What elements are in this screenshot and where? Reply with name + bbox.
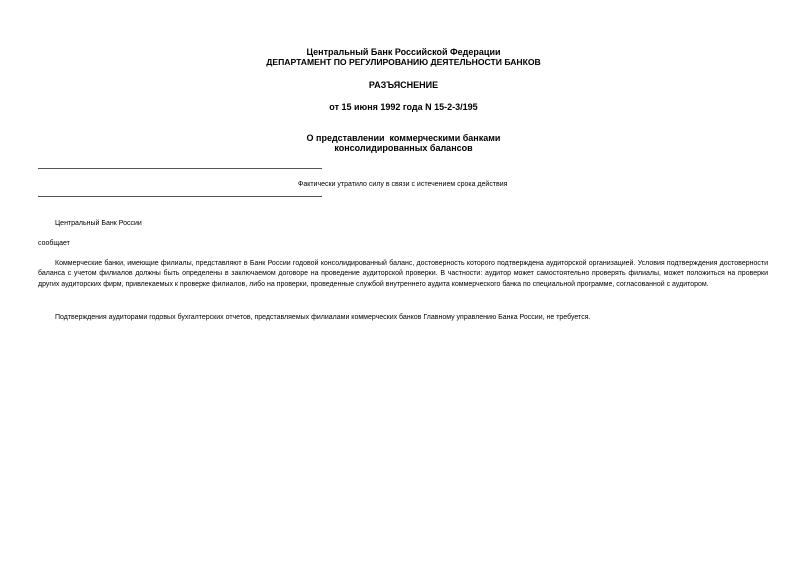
divider-top xyxy=(38,168,322,169)
divider-bottom xyxy=(38,196,322,197)
issuer-name: Центральный Банк Российской Федерации xyxy=(306,47,501,57)
document-subject-line-2: консолидированных балансов xyxy=(334,143,473,153)
status-note: Фактически утратило силу в связи с истечением срока действия xyxy=(298,181,508,188)
document-type: РАЗЪЯСНЕНИЕ xyxy=(368,80,439,90)
document-date-number: от 15 июня 1992 года N 15-2-3/195 xyxy=(329,102,478,112)
document-subject-line-1: О представлении коммерческими банками xyxy=(306,133,501,143)
sender-text: Центральный Банк России xyxy=(55,220,142,227)
paragraph-1: Коммерческие банки, имеющие филиалы, представляют в Банк России годовой консолидированный баланс, достоверность которого подтверждена аудиторской организацией. Условия подтверждения достоверности баланса с учетом филиалов должны быть определены в заключаемом договоре на проведение аудиторской проверки. В частности: аудитор может самостоятельно проверять филиалы, может положиться на проверки других аудиторских фирм, привлекаемых к проверке филиалов, либо на проверки, проведенные службой внутреннего аудита коммерческого банка по специальной программе, согласованной с аудитором. xyxy=(38,260,768,288)
verb-text: сообщает xyxy=(38,240,70,247)
department-name: ДЕПАРТАМЕНТ ПО РЕГУЛИРОВАНИЮ ДЕЯТЕЛЬНОСТИ БАНКОВ xyxy=(266,57,541,67)
paragraph-2: Подтверждения аудиторами годовых бухгалтерских отчетов, представляемых филиалами коммерческих банков Главному управлению Банка России, не требуется. xyxy=(55,314,591,321)
